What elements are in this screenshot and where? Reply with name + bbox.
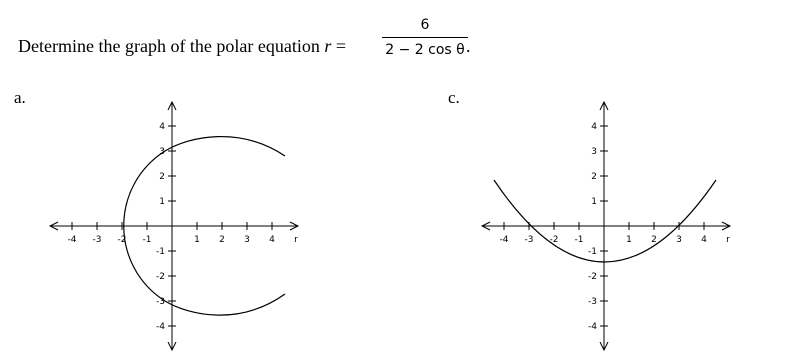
y-tick-label: 2 [591,172,597,182]
question-period: . [466,36,471,56]
graph-option-a[interactable] [40,96,310,358]
y-tick-label: 1 [159,197,165,207]
x-tick-label: -4 [67,235,77,245]
x-tick-label: -3 [92,235,102,245]
y-tick-label: 4 [591,122,597,132]
equals-sign: = [331,36,347,56]
y-tick-label: 4 [159,122,165,132]
axis-label-r: r [726,235,730,245]
y-tick-label: -2 [588,272,597,282]
x-tick-label: 3 [676,235,682,245]
y-tick-label: -3 [156,297,165,307]
x-tick-label: 4 [701,235,707,245]
y-tick-label: -3 [588,297,597,307]
fraction-denominator: 2 − 2 cos θ [385,42,465,58]
x-tick-label: -4 [499,235,509,245]
x-tick-label: -1 [574,235,584,245]
fraction-bar [382,37,468,38]
y-tick-label: -1 [156,247,165,257]
fraction [382,14,468,60]
x-tick-label: 4 [269,235,275,245]
y-tick-label: 3 [159,147,165,157]
x-tick-label: -2 [549,235,559,245]
y-tick-label: -4 [156,322,165,332]
x-tick-label: -3 [524,235,534,245]
y-tick-label: 2 [159,172,165,182]
y-tick-label: -4 [588,322,597,332]
x-tick-label: 3 [244,235,250,245]
x-tick-label: 2 [651,235,657,245]
fraction-numerator: 6 [420,17,430,33]
x-tick-label: 1 [626,235,632,245]
y-tick-label: 1 [591,197,597,207]
axis-label-r: r [294,235,298,245]
y-tick-label: -2 [156,272,165,282]
x-tick-label: 2 [219,235,225,245]
question-text [18,36,346,57]
graph-option-c[interactable] [472,96,742,358]
question-prefix: Determine the graph of the polar equation [18,36,325,56]
y-tick-label: 3 [591,147,597,157]
x-tick-label: -1 [142,235,152,245]
x-tick-label: 1 [194,235,200,245]
option-a-label[interactable]: a. [14,88,26,107]
curve-option-c [494,180,716,262]
polar-variable: r [324,36,332,56]
option-c-label[interactable]: c. [448,88,460,107]
y-tick-label: -1 [588,247,597,257]
x-tick-label: -2 [117,235,127,245]
